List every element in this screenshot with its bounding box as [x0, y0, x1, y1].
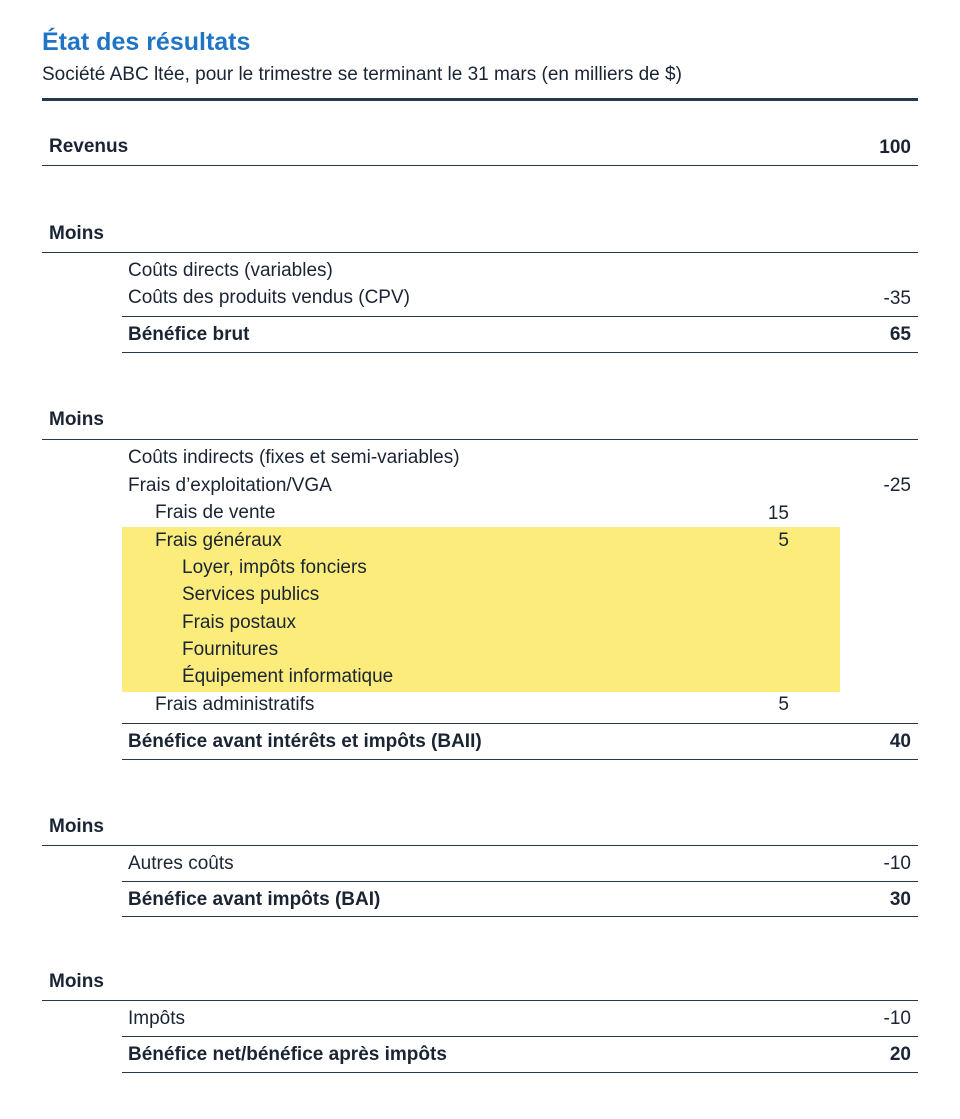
section2-rule [42, 439, 918, 440]
net-income-label: Bénéfice net/bénéfice après impôts [128, 1044, 447, 1065]
admin-expenses-value: 5 [778, 694, 789, 715]
ebt-value: 30 [889, 889, 911, 910]
general-item: Frais postaux [182, 612, 297, 633]
gross-profit-rule-bottom [122, 352, 918, 353]
opex-label: Frais d’exploitation/VGA [128, 475, 332, 496]
selling-expenses-label: Frais de vente [155, 502, 276, 523]
section3-rule [42, 845, 918, 846]
section4-rule [42, 1000, 918, 1001]
section1-rule [42, 252, 918, 253]
net-income-rule-top [122, 1036, 918, 1037]
gross-profit-label: Bénéfice brut [128, 324, 250, 345]
ebit-rule-bottom [122, 759, 918, 760]
general-item: Fournitures [182, 639, 279, 660]
gross-profit-rule-top [122, 316, 918, 317]
revenue-rule [42, 165, 918, 166]
section2-heading: Moins [49, 409, 104, 430]
section4-heading: Moins [49, 971, 104, 992]
gross-profit-value: 65 [889, 324, 911, 345]
header-rule [42, 98, 918, 101]
general-expenses-value: 5 [778, 530, 789, 551]
page-title: État des résultats [42, 28, 251, 56]
ebit-rule-top [122, 723, 918, 724]
cogs-value: -35 [883, 288, 911, 309]
selling-expenses-value: 15 [767, 503, 789, 524]
ebt-rule-top [122, 881, 918, 882]
admin-expenses-label: Frais administratifs [155, 694, 315, 715]
other-costs-value: -10 [883, 853, 911, 874]
page-subtitle: Société ABC ltée, pour le trimestre se terminant le 31 mars (en milliers de $) [42, 64, 682, 85]
direct-costs-label: Coûts directs (variables) [128, 260, 333, 281]
ebit-label: Bénéfice avant intérêts et impôts (BAII) [128, 731, 482, 752]
ebit-value: 40 [889, 731, 911, 752]
indirect-costs-label: Coûts indirects (fixes et semi-variables) [128, 447, 460, 468]
tax-value: -10 [883, 1008, 911, 1029]
general-item: Équipement informatique [182, 666, 394, 687]
opex-value: -25 [883, 475, 911, 496]
revenue-label: Revenus [49, 136, 129, 157]
revenue-value: 100 [879, 137, 911, 158]
section3-heading: Moins [49, 816, 104, 837]
tax-label: Impôts [128, 1008, 186, 1029]
cogs-label: Coûts des produits vendus (CPV) [128, 287, 410, 308]
general-item: Services publics [182, 584, 320, 605]
ebt-label: Bénéfice avant impôts (BAI) [128, 889, 381, 910]
other-costs-label: Autres coûts [128, 853, 234, 874]
net-income-rule-bottom [122, 1072, 918, 1073]
general-expenses-label: Frais généraux [155, 530, 282, 551]
general-item: Loyer, impôts fonciers [182, 557, 367, 578]
ebt-rule-bottom [122, 916, 918, 917]
section1-heading: Moins [49, 223, 104, 244]
net-income-value: 20 [889, 1044, 911, 1065]
